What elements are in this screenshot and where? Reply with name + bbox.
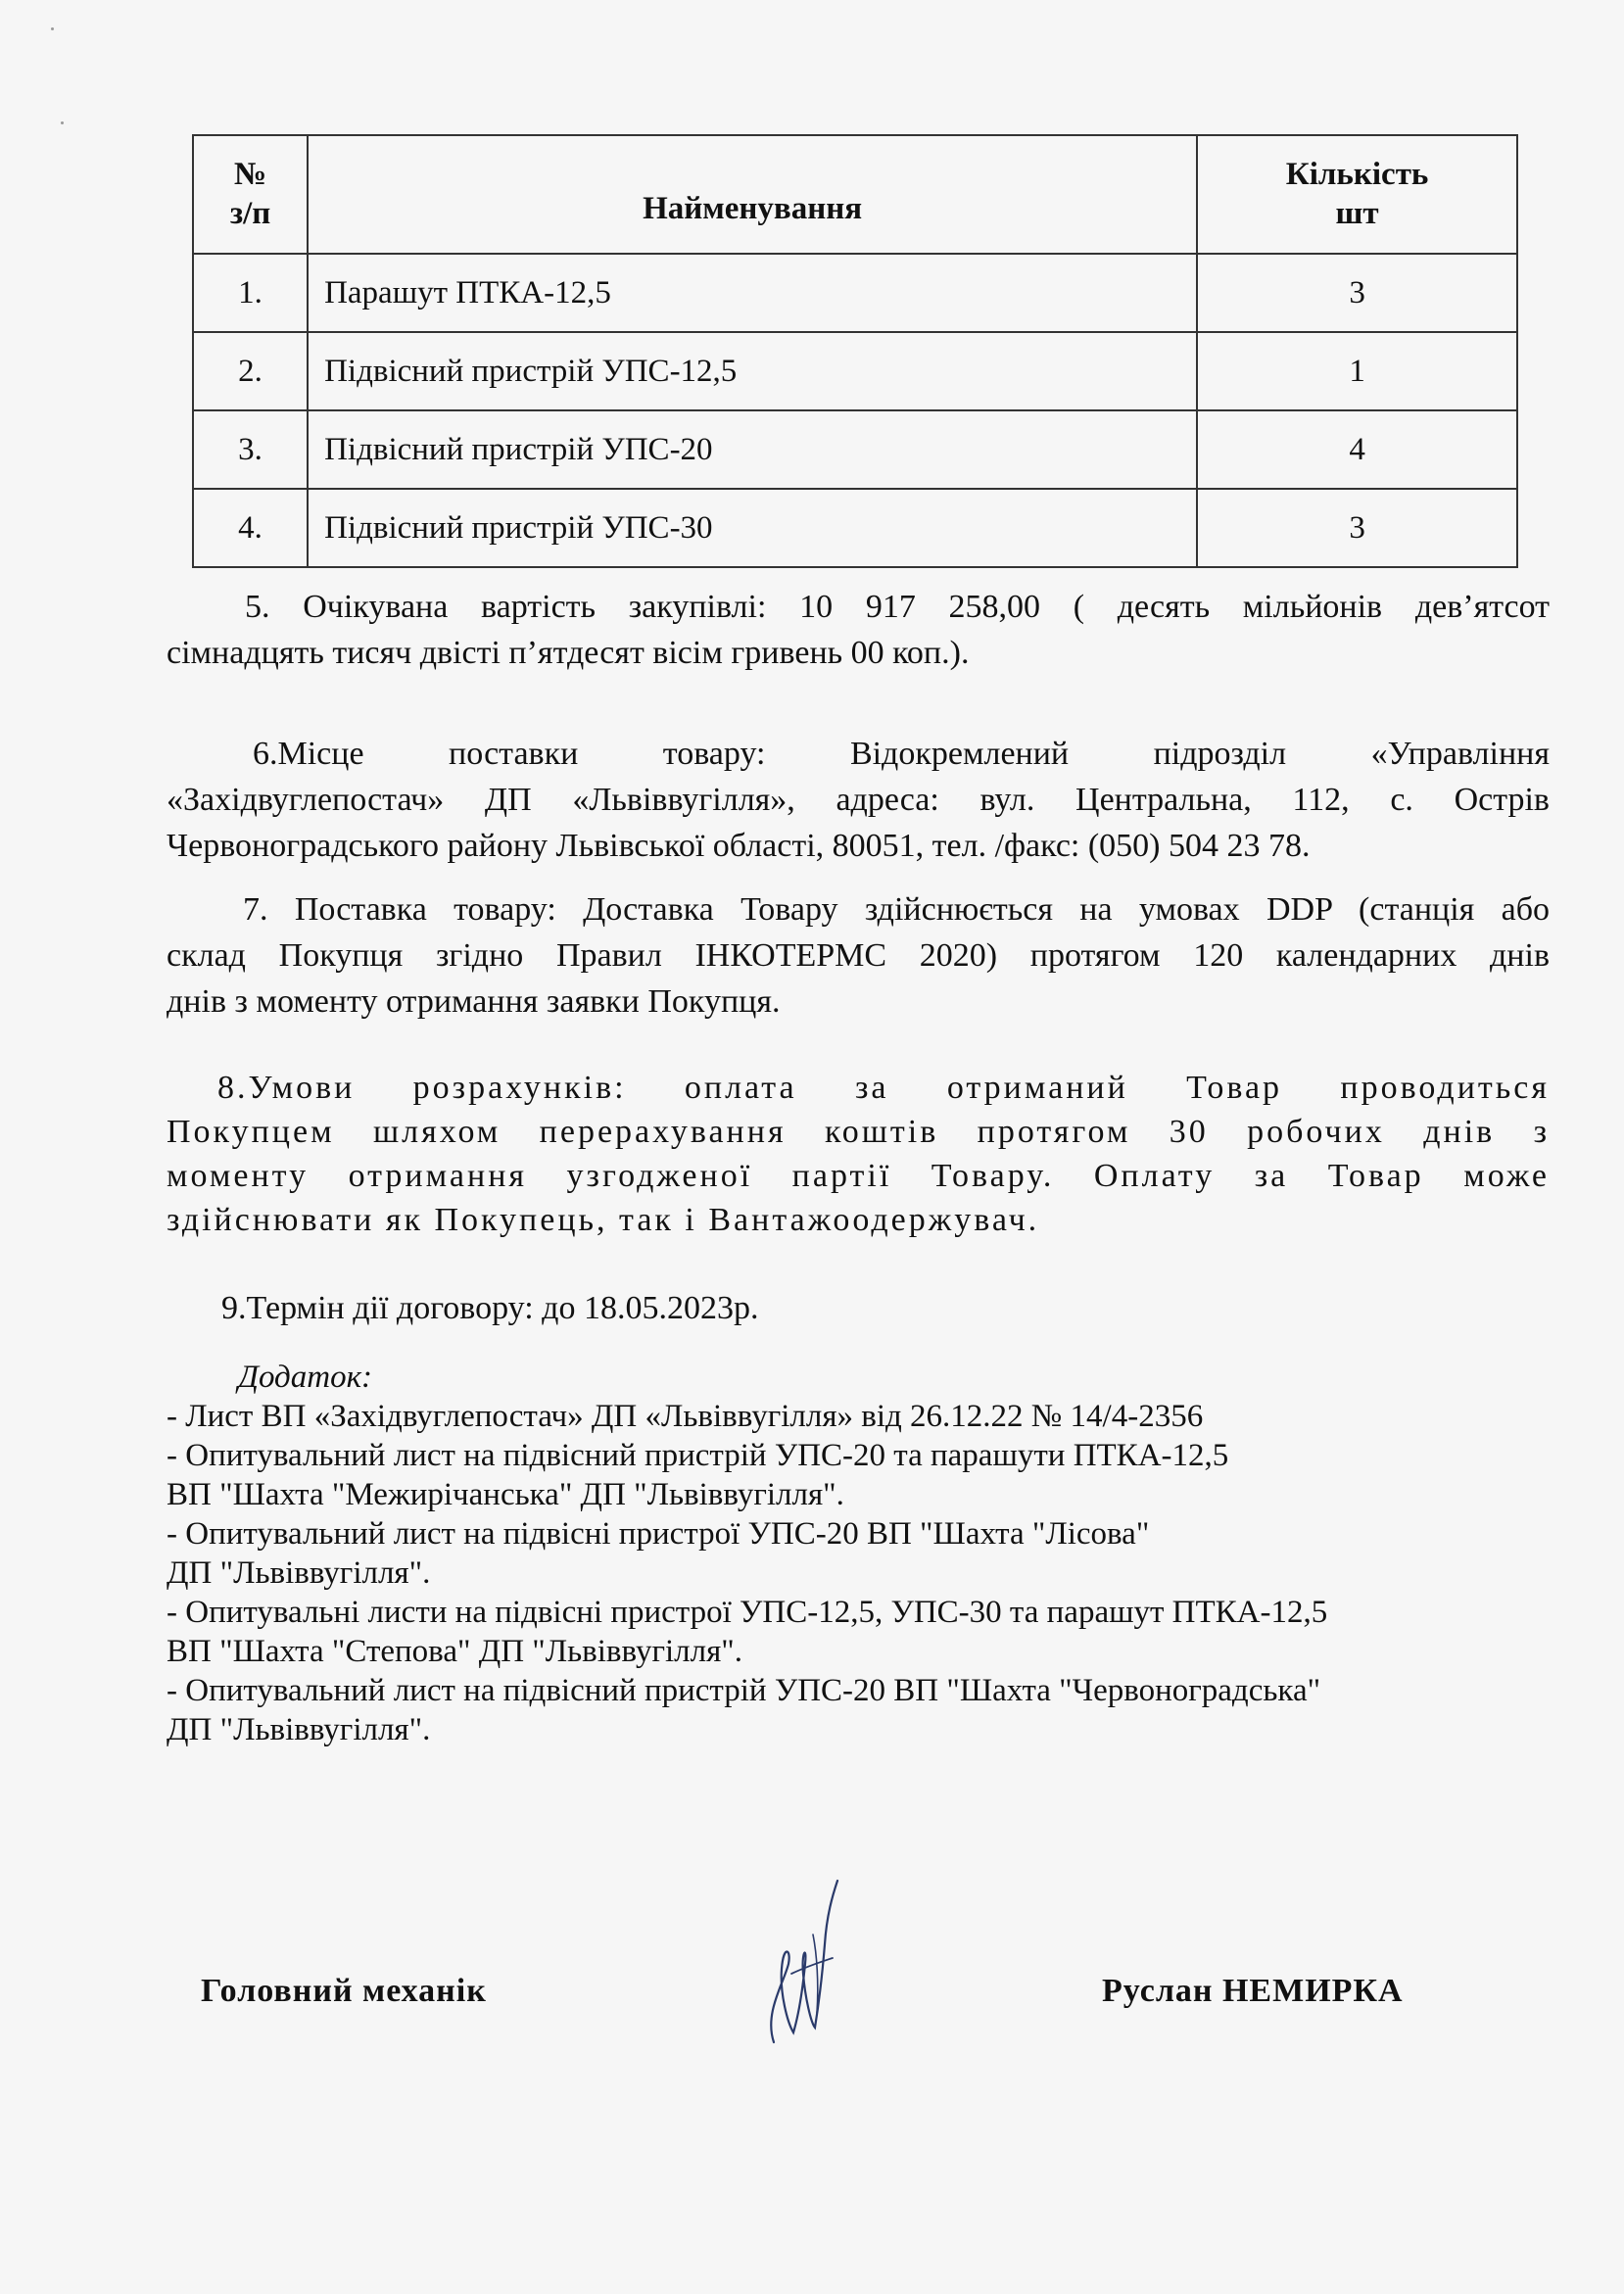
attachment-line: ВП "Шахта "Межирічанська" ДП "Львіввугілля".: [167, 1477, 844, 1512]
attachment-line: - Опитувальний лист на підвісний пристрій УПС-20 та парашути ПТКА-12,5: [167, 1438, 1229, 1473]
header-quantity: [1197, 135, 1517, 254]
section-8-line: Покупцем шляхом перерахування коштів протягом 30 робочих днів з: [167, 1114, 1550, 1150]
signatory-name: Руслан НЕМИРКА: [1102, 1973, 1404, 2009]
section-7-line: днів з моменту отримання заявки Покупця.: [167, 983, 781, 1020]
row-name: Парашут ПТКА-12,5: [308, 254, 1197, 332]
header-number: [193, 135, 308, 254]
row-name: Підвісний пристрій УПС-20: [308, 410, 1197, 489]
section-8-line: здійснювати як Покупець, так і Вантажоодержувач.: [167, 1202, 1040, 1238]
attachment-line: - Опитувальний лист на підвісний пристрій УПС-20 ВП "Шахта "Червоноградська": [167, 1673, 1321, 1708]
attachment-line: ВП "Шахта "Степова" ДП "Львіввугілля".: [167, 1634, 743, 1669]
section-6-delivery-place: [167, 731, 1550, 869]
attachment-line: - Опитувальні листи на підвісні пристрої УПС-12,5, УПС-30 та парашут ПТКА-12,5: [167, 1595, 1328, 1630]
section-6-line: «Західвуглепостач» ДП «Львіввугілля», адреса: вул. Центральна, 112, с. Острів: [167, 782, 1550, 818]
section-9-contract-term: [167, 1285, 1550, 1331]
section-7-line: 7. Поставка товару: Доставка Товару здійснюється на умовах DDP (станція або: [243, 891, 1550, 928]
scan-speck: [61, 121, 64, 124]
row-quantity: 3: [1197, 489, 1517, 567]
row-name: Підвісний пристрій УПС-12,5: [308, 332, 1197, 410]
section-6-line: 6.Місце поставки товару: Відокремлений підрозділ «Управління: [253, 736, 1550, 772]
handwritten-signature: [754, 1876, 862, 2052]
attachment-line: ДП "Львіввугілля".: [167, 1555, 431, 1591]
header-number-abbr: з/п: [229, 195, 271, 231]
table-row: [193, 489, 1517, 567]
attachment-line: - Опитувальний лист на підвісні пристрої УПС-20 ВП "Шахта "Лісова": [167, 1516, 1150, 1552]
row-number: 1.: [193, 254, 308, 332]
header-quantity-label: Кількість: [1285, 156, 1429, 192]
table-row: [193, 410, 1517, 489]
section-5-expected-cost: [167, 584, 1550, 676]
row-number: 3.: [193, 410, 308, 489]
section-5-line: сімнадцять тисяч двісті п’ятдесят вісім гривень 00 коп.).: [167, 635, 970, 671]
attachment-line: ДП "Львіввугілля".: [167, 1712, 431, 1747]
table-row: [193, 254, 1517, 332]
section-8-line: 8.Умови розрахунків: оплата за отриманий Товар проводиться: [217, 1070, 1550, 1106]
header-number-symbol: №: [233, 156, 267, 192]
items-table: [192, 134, 1518, 568]
section-7-delivery-terms: [167, 886, 1550, 1025]
signatory-role: Головний механік: [201, 1973, 487, 2009]
section-8-line: моменту отримання узгодженої партії Товару. Оплату за Товар може: [167, 1158, 1550, 1194]
table-header-row: [193, 135, 1517, 254]
row-quantity: 4: [1197, 410, 1517, 489]
row-quantity: 3: [1197, 254, 1517, 332]
section-5-line: 5. Очікувана вартість закупівлі: 10 917 258,00 ( десять мільйонів дев’ятсот: [245, 589, 1550, 625]
header-name: Найменування: [308, 135, 1197, 254]
section-8-payment-terms: [167, 1066, 1550, 1242]
scan-speck: [51, 27, 54, 30]
attachments-block: [167, 1358, 1557, 1749]
section-6-line: Червоноградського району Львівської області, 80051, тел. /факс: (050) 504 23 78.: [167, 828, 1311, 864]
row-quantity: 1: [1197, 332, 1517, 410]
row-name: Підвісний пристрій УПС-30: [308, 489, 1197, 567]
section-7-line: склад Покупця згідно Правил ІНКОТЕРМС 2020) протягом 120 календарних днів: [167, 937, 1550, 974]
row-number: 4.: [193, 489, 308, 567]
attachments-title: Додаток:: [238, 1360, 373, 1395]
table-row: [193, 332, 1517, 410]
header-quantity-unit: шт: [1335, 195, 1379, 231]
section-9-line: 9.Термін дії договору: до 18.05.2023р.: [221, 1290, 759, 1326]
row-number: 2.: [193, 332, 308, 410]
attachment-line: - Лист ВП «Західвуглепостач» ДП «Львіввугілля» від 26.12.22 № 14/4-2356: [167, 1399, 1204, 1434]
